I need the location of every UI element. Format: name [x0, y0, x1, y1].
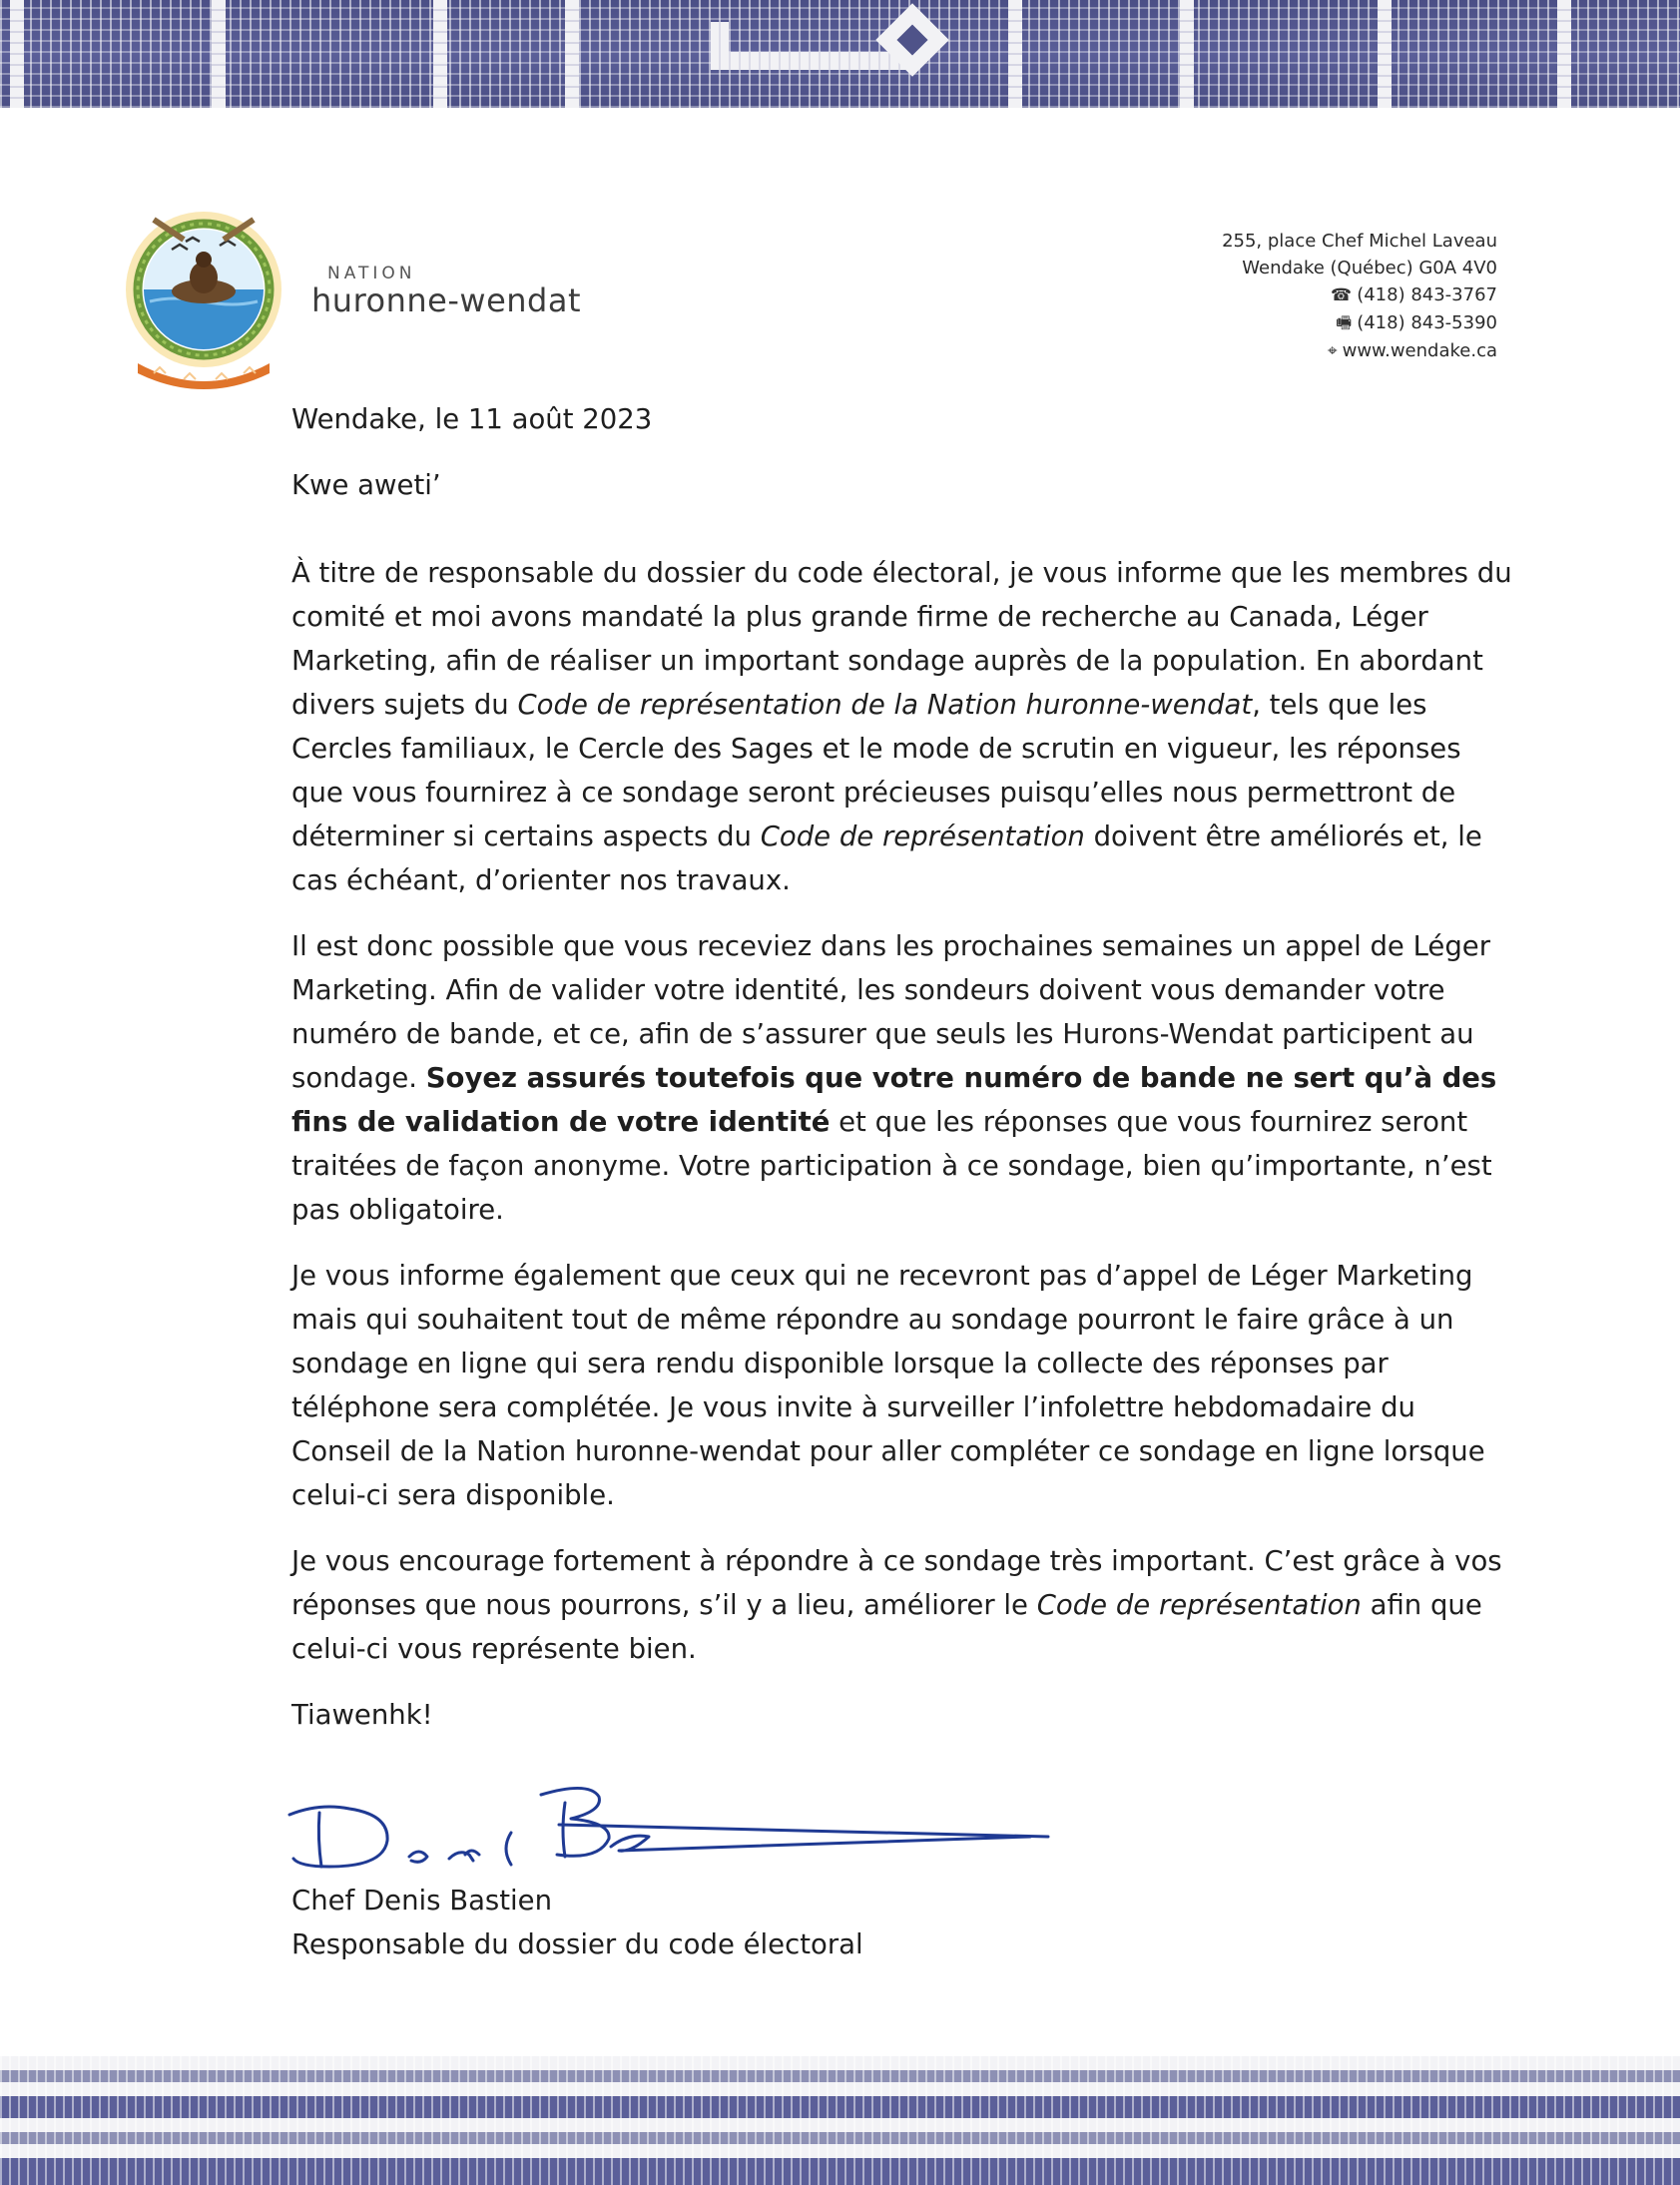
address-city: Wendake (Québec) G0A 4V0	[1242, 258, 1497, 278]
fax-icon: 🖷	[1336, 313, 1353, 333]
telephone-icon: ☎	[1331, 285, 1353, 305]
border-motif	[711, 22, 729, 70]
address-fax-line	[1222, 309, 1497, 337]
border-stripe	[10, 0, 24, 108]
address-street: 255, place Chef Michel Laveau	[1222, 231, 1497, 252]
address-phone: (418) 843-3767	[1357, 284, 1497, 305]
paragraph-4-text: afin que celui-ci vous représente bien.	[291, 1589, 1482, 1665]
border-stripe	[565, 0, 579, 108]
brand-wordmark	[311, 264, 581, 319]
paragraph-1-text: doivent être améliorés et, le cas échéant, d’orienter nos travaux.	[291, 820, 1482, 896]
paragraph-2	[291, 924, 1519, 1232]
paragraph-2-text: Il est donc possible que vous receviez dans les prochaines semaines un appel de Léger Marketing. Afin de valider votre identité, les sondeurs doivent vous demander votre numéro de bande, et ce, afin de s’assurer que seuls les Hurons-Wendat participent au sondage.	[291, 930, 1491, 1094]
paragraph-2-text: et que les réponses que vous fournirez seront traitées de façon anonyme. Votre participation à ce sondage, bien qu’importante, n’est pas obligatoire.	[291, 1106, 1492, 1226]
address-phone-line	[1222, 281, 1497, 309]
code-title-italic: Code de représentation	[760, 820, 1085, 852]
code-title-italic: Code de représentation	[1036, 1589, 1362, 1621]
mouse-icon: ⌖	[1328, 341, 1338, 361]
paragraph-1-text: , tels que les Cercles familiaux, le Cercle des Sages et le mode de scrutin en vigueur, les réponses que vous fournirez à ce sondage seront précieuses puisqu’elles nous permettront de déterminer si certains aspects du	[291, 689, 1461, 852]
letter-body	[291, 397, 1519, 1966]
handwritten-signature	[260, 1775, 1058, 1885]
address-website[interactable]: www.wendake.ca	[1342, 340, 1497, 361]
letter-greeting: Kwe aweti’	[291, 469, 441, 501]
border-stripe	[1008, 0, 1022, 108]
letter-closing: Tiawenhk!	[291, 1699, 433, 1731]
brand-nation: NATION	[327, 264, 416, 283]
paragraph-1	[291, 551, 1519, 902]
border-stripe	[212, 0, 226, 108]
decorative-top-border	[0, 0, 1680, 108]
bold-notice: Soyez assurés toutefois que votre numéro de bande ne sert qu’à des fins de validation de votre identité	[291, 1062, 1497, 1138]
address-web-line	[1222, 337, 1497, 365]
code-title-italic: Code de représentation de la Nation huronne-wendat	[517, 689, 1253, 721]
nation-emblem-logo	[124, 202, 283, 401]
signer-name: Chef Denis Bastien	[291, 1885, 553, 1916]
border-stripe	[1557, 0, 1571, 108]
brand-name: huronne-wendat	[311, 281, 581, 319]
paragraph-4	[291, 1539, 1519, 1671]
signer-title: Responsable du dossier du code électoral	[291, 1928, 863, 1960]
border-motif	[711, 52, 910, 70]
paragraph-1-text: À titre de responsable du dossier du code électoral, je vous informe que les membres du comité et moi avons mandaté la plus grande firme de recherche au Canada, Léger Marketing, afin de réaliser un important sondage auprès de la population. En abordant divers sujets du	[291, 557, 1512, 721]
paragraph-3: Je vous informe également que ceux qui ne recevront pas d’appel de Léger Marketing mais qui souhaitent tout de même répondre au sondage pourront le faire grâce à un sondage en ligne qui sera rendu disponible lorsque la collecte des réponses par téléphone sera complétée. Je vous invite à surveiller l’infolettre hebdomadaire du Conseil de la Nation huronne-wendat pour aller compléter ce sondage en ligne lorsque celui-ci sera disponible.	[291, 1260, 1485, 1511]
address-fax: (418) 843-5390	[1357, 312, 1497, 333]
border-stripe	[1378, 0, 1392, 108]
decorative-bottom-border	[0, 2056, 1680, 2185]
border-stripe	[1180, 0, 1194, 108]
paragraph-4-text: Je vous encourage fortement à répondre à ce sondage très important. C’est grâce à vos réponses que nous pourrons, s’il y a lieu, améliorer le	[291, 1545, 1502, 1621]
address-block	[1222, 228, 1497, 365]
letter-date: Wendake, le 11 août 2023	[291, 403, 653, 435]
border-stripe	[433, 0, 447, 108]
